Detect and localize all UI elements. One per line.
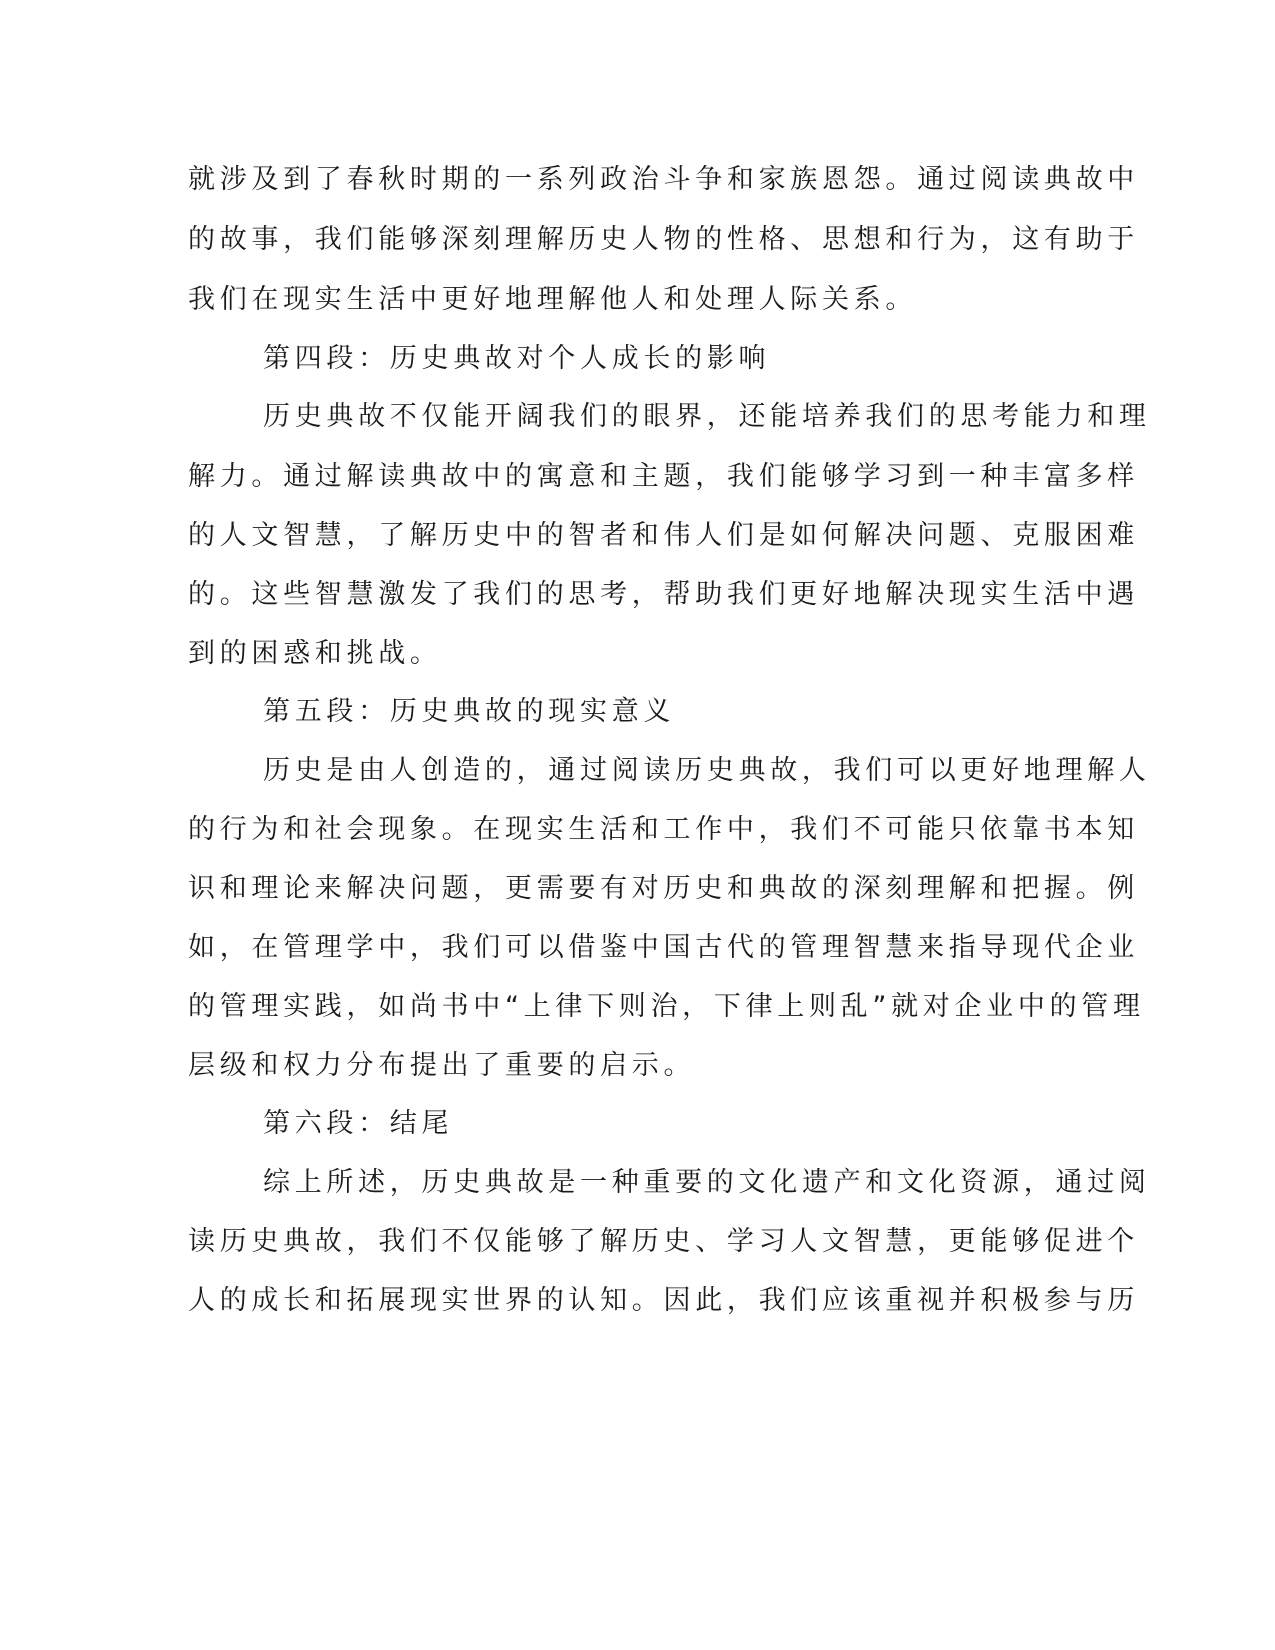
paragraph-first-line: 历史典故不仅能开阔我们的眼界，还能培养我们的思考能力和理 xyxy=(263,401,1151,432)
text-line: 的行为和社会现象。在现实生活和工作中，我们不可能只依靠书本知 xyxy=(188,814,1139,845)
paragraph-first-line: 综上所述，历史典故是一种重要的文化遗产和文化资源，通过阅 xyxy=(263,1167,1151,1198)
text-line: 如，在管理学中，我们可以借鉴中国古代的管理智慧来指导现代企业 xyxy=(188,932,1139,963)
text-line: 读历史典故，我们不仅能够了解历史、学习人文智慧，更能够促进个 xyxy=(188,1226,1139,1257)
text-line: 的管理实践，如尚书中“上律下则治，下律上则乱”就对企业中的管理 xyxy=(188,991,1145,1022)
section-heading-4: 第四段：历史典故对个人成长的影响 xyxy=(263,343,771,374)
section-heading-5: 第五段：历史典故的现实意义 xyxy=(263,696,676,727)
paragraph-first-line: 历史是由人创造的，通过阅读历史典故，我们可以更好地理解人 xyxy=(263,755,1151,786)
text-line: 识和理论来解决问题，更需要有对历史和典故的深刻理解和把握。例 xyxy=(188,873,1139,904)
text-line: 就涉及到了春秋时期的一系列政治斗争和家族恩怨。通过阅读典故中 xyxy=(188,164,1139,195)
text-line: 的人文智慧，了解历史中的智者和伟人们是如何解决问题、克服困难 xyxy=(188,520,1139,551)
text-line: 的故事，我们能够深刻理解历史人物的性格、思想和行为，这有助于 xyxy=(188,224,1139,255)
text-line: 我们在现实生活中更好地理解他人和处理人际关系。 xyxy=(188,284,918,315)
text-line: 的。这些智慧激发了我们的思考，帮助我们更好地解决现实生活中遇 xyxy=(188,579,1139,610)
section-heading-6: 第六段：结尾 xyxy=(263,1108,454,1139)
text-line: 到的困惑和挑战。 xyxy=(188,638,442,669)
text-line: 层级和权力分布提出了重要的启示。 xyxy=(188,1050,696,1081)
text-line: 人的成长和拓展现实世界的认知。因此，我们应该重视并积极参与历 xyxy=(188,1285,1139,1316)
text-line: 解力。通过解读典故中的寓意和主题，我们能够学习到一种丰富多样 xyxy=(188,461,1139,492)
